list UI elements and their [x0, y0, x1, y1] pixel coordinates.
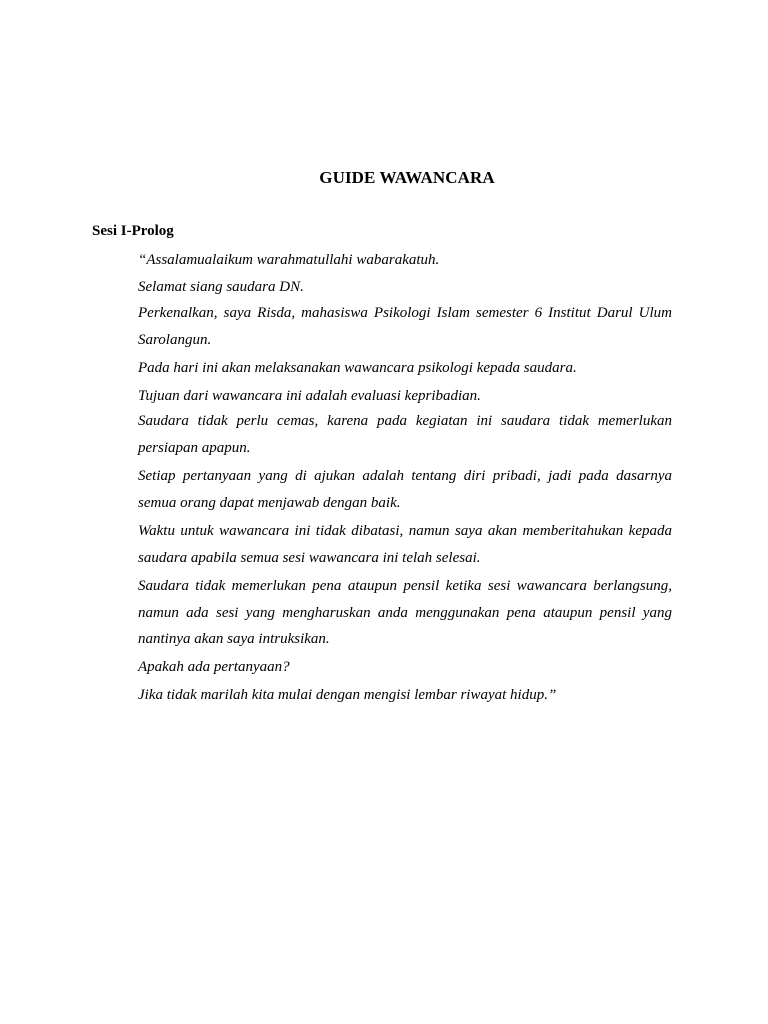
paragraph-goal: Tujuan dari wawancara ini adalah evaluasi kepribadian. — [138, 388, 481, 404]
paragraph-questions-about-self: Setiap pertanyaan yang di ajukan adalah tentang diri pribadi, jadi pada dasarnya semua orang dapat menjawab dengan baik. — [138, 468, 672, 511]
paragraph-no-worry: Saudara tidak perlu cemas, karena pada kegiatan ini saudara tidak memerlukan persiapan apapun. — [138, 413, 672, 456]
paragraph-closing: Jika tidak marilah kita mulai dengan mengisi lembar riwayat hidup.” — [138, 687, 557, 703]
section-heading: Sesi I-Prolog — [92, 223, 174, 239]
paragraph-purpose-today: Pada hari ini akan melaksanakan wawancara psikologi kepada saudara. — [138, 360, 577, 376]
paragraph-pen-pencil: Saudara tidak memerlukan pena ataupun pensil ketika sesi wawancara berlangsung, namun ada sesi yang mengharuskan anda menggunakan pena ataupun pensil yang nantinya akan saya intruksikan. — [138, 578, 672, 647]
document-title: GUIDE WAWANCARA — [319, 168, 495, 187]
paragraph-introduction: Perkenalkan, saya Risda, mahasiswa Psikologi Islam semester 6 Institut Darul Ulum Sarolangun. — [138, 305, 672, 348]
paragraph-greeting: “Assalamualaikum warahmatullahi wabarakatuh. — [138, 252, 440, 268]
paragraph-salutation: Selamat siang saudara DN. — [138, 279, 304, 295]
paragraph-time-limit: Waktu untuk wawancara ini tidak dibatasi, namun saya akan memberitahukan kepada saudara apabila semua sesi wawancara ini telah selesai. — [138, 523, 672, 566]
paragraph-any-questions: Apakah ada pertanyaan? — [138, 659, 290, 675]
